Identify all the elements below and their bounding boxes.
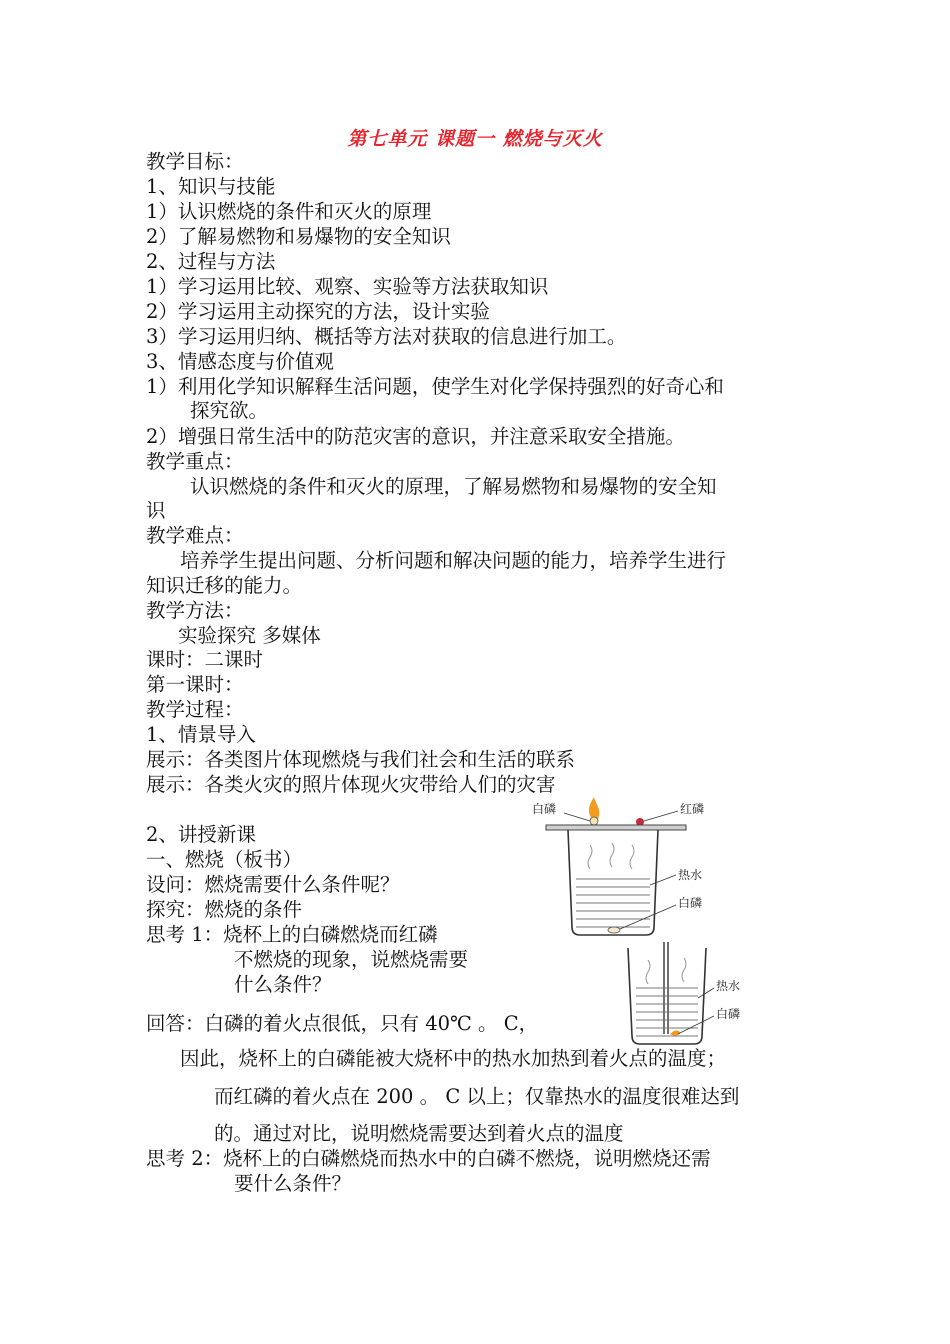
text-line: 1）学习运用比较、观察、实验等方法获取知识 [146, 275, 549, 298]
text-line: 什么条件？ [234, 973, 332, 996]
text-line: 一、燃烧（板书） [146, 848, 303, 871]
label-hot-water: 热水 [678, 868, 703, 882]
text-line: 知识迁移的能力。 [146, 574, 303, 597]
label-hot-water: 热水 [716, 979, 741, 993]
text-line: 实验探究 多媒体 [178, 624, 321, 647]
label-red-phosphorus: 红磷 [680, 802, 705, 816]
text-line: 2、过程与方法 [146, 250, 276, 273]
text-line: 探究：燃烧的条件 [146, 898, 303, 921]
text-line: 3、情感态度与价值观 [146, 350, 334, 373]
text-line: 识 [146, 499, 166, 522]
text-line: 教学重点： [146, 450, 244, 473]
text-line: 第一课时： [146, 673, 244, 696]
beaker-diagram-1 [528, 795, 738, 945]
text-line: 教学过程： [146, 698, 244, 721]
white-phosphorus-marker [590, 817, 598, 825]
text-line: 1）利用化学知识解释生活问题，使学生对化学保持强烈的好奇心和 [146, 375, 724, 398]
text-line: 的。通过对比，说明燃烧需要达到着火点的温度 [214, 1122, 624, 1145]
flame-icon [670, 1030, 680, 1035]
text-line: 设问：燃烧需要什么条件呢？ [146, 873, 400, 896]
text-line: 思考 2：烧杯上的白磷燃烧而热水中的白磷不燃烧，说明燃烧还需 [146, 1147, 711, 1170]
text-line: 展示：各类火灾的照片体现火灾带给人们的灾害 [146, 773, 556, 796]
text-line: 探究欲。 [190, 399, 269, 422]
label-white-phosphorus: 白磷 [716, 1007, 741, 1021]
text-line: 培养学生提出问题、分析问题和解决问题的能力，培养学生进行 [180, 549, 727, 572]
steam-lines [646, 960, 650, 984]
text-line: 1）认识燃烧的条件和灭火的原理 [146, 200, 432, 223]
text-line: 2）增强日常生活中的防范灾害的意识，并注意采取安全措施。 [146, 425, 685, 448]
copper-sheet [546, 825, 686, 830]
text-line: 而红磷的着火点在 200 。 C 以上；仅靠热水的温度很难达到 [214, 1085, 740, 1108]
text-line: 因此，烧杯上的白磷能被大烧杯中的热水加热到着火点的温度； [180, 1047, 727, 1070]
text-line: 不燃烧的现象，说燃烧需要 [234, 948, 469, 971]
text-line: 认识燃烧的条件和灭火的原理，了解易燃物和易爆物的安全知 [190, 475, 717, 498]
water-lines [576, 879, 650, 927]
text-line: 课时：二课时 [146, 648, 264, 671]
text-line: 教学方法： [146, 599, 244, 622]
submerged-phosphorus-marker [608, 927, 620, 933]
label-white-phosphorus: 白磷 [532, 802, 557, 816]
text-line: 展示：各类图片体现燃烧与我们社会和生活的联系 [146, 748, 576, 771]
text-line: 1、情景导入 [146, 723, 256, 746]
text-line: 教学难点： [146, 524, 244, 547]
text-line: 要什么条件？ [234, 1172, 352, 1195]
text-line: 3）学习运用归纳、概括等方法对获取的信息进行加工。 [146, 325, 627, 348]
flame-icon [589, 797, 599, 819]
steam-lines [588, 845, 592, 869]
text-line: 回答：白磷的着火点很低，只有 40℃ 。 C， [146, 1012, 539, 1035]
text-line: 教学目标： [146, 150, 244, 173]
text-line: 2）了解易燃物和易爆物的安全知识 [146, 225, 451, 248]
text-line: 2）学习运用主动探究的方法，设计实验 [146, 300, 490, 323]
text-line: 2、讲授新课 [146, 823, 256, 846]
text-line: 1、知识与技能 [146, 175, 276, 198]
label-white-phosphorus-water: 白磷 [678, 896, 703, 910]
beaker-diagram-2 [598, 938, 768, 1050]
page-title: 第七单元 课题一 燃烧与灭火 [347, 128, 603, 150]
text-line: 思考 1：烧杯上的白磷燃烧而红磷 [146, 923, 438, 946]
